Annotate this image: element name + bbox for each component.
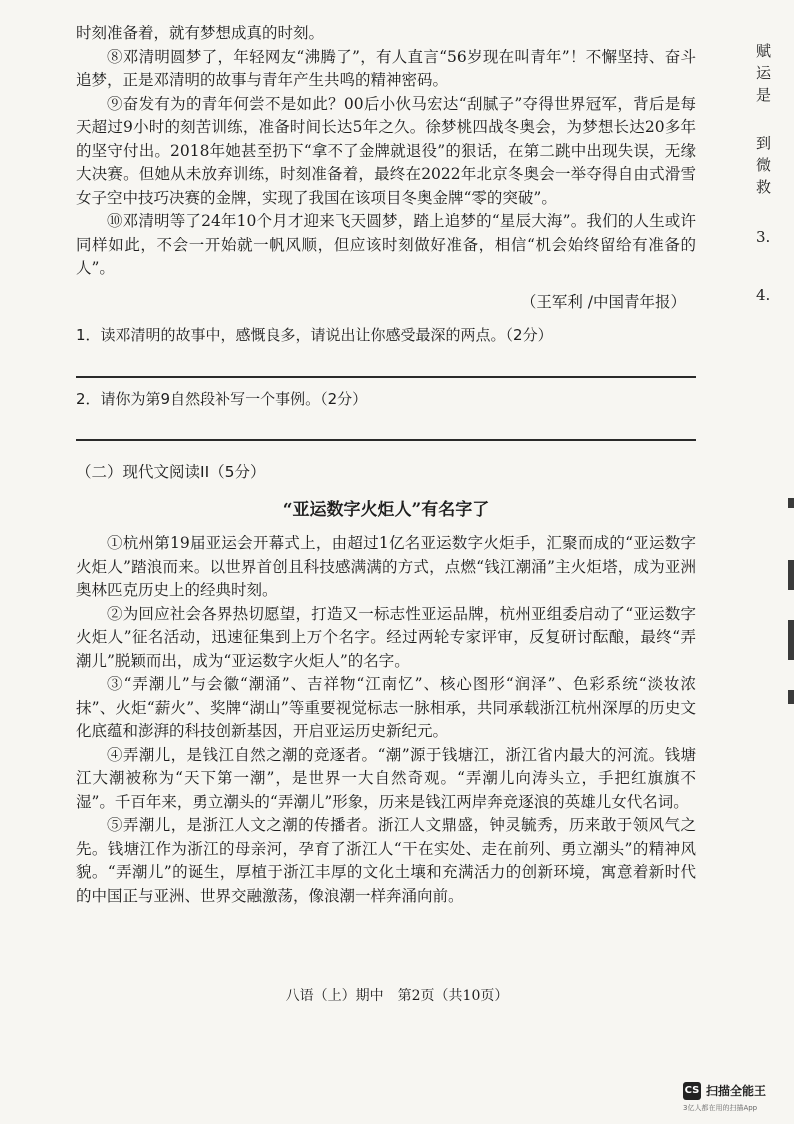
para-10: ⑩邓清明等了24年10个月才迎来飞天圆梦，踏上追梦的“星辰大海”。我们的人生或许同样如此，不会一开始就一帆风顺，但应该时刻做好准备，相信“机会始终留给有准备的人”。: [76, 212, 696, 277]
side-char-c: 是: [756, 86, 772, 104]
camscanner-logo-icon: CS: [683, 1082, 701, 1100]
main-column: [76, 22, 696, 908]
para-9: ⑨奋发有为的青年何尝不是如此？00后小伙马宏达“刮腻子”夺得世界冠军，背后是每天超过9小时的刻苦训练，准备时间长达5年之久。徐梦桃四战冬奥会，为梦想长达20多年的坚守付出。2018年她甚至扔下“拿不了金牌就退役”的狠话，在第二跳中出现失误，无缘大决赛。但她从未放弃训练，时刻准备着，最终在2022年北京冬奥会一举夺得自由式滑雪女子空中技巧决赛的金牌，实现了我国在该项目冬奥金牌“零的突破”。: [76, 94, 696, 207]
para-8: ⑧邓清明圆梦了，年轻网友“沸腾了”，有人直言“56岁现在叫青年”！不懈坚持、奋斗追梦，正是邓清明的故事与青年产生共鸣的精神密码。: [76, 47, 696, 89]
side-char-f: 救: [756, 178, 772, 196]
side-char-a: 赋: [756, 42, 772, 60]
article-title: “亚运数字火炬人”有名字了: [282, 499, 490, 520]
question-1: 1．读邓清明的故事中，感慨良多，请说出让你感受最深的两点。（2分）: [76, 326, 553, 344]
section-heading: （二）现代文阅读II（5分）: [76, 463, 266, 481]
article-para-2: ②为回应社会各界热切愿望，打造又一标志性亚运品牌，杭州亚组委启动了“亚运数字火炬人”征名活动，迅速征集到上万个名字。经过两轮专家评审，反复研讨酝酿，最终“弄潮儿”脱颖而出，成为“亚运数字火炬人”的名字。: [76, 604, 696, 670]
article-para-4: ④弄潮儿，是钱江自然之潮的竞逐者。“潮”源于钱塘江，浙江省内最大的河流。钱塘江大潮被称为“天下第一潮”，是世界一大自然奇观。“弄潮儿向涛头立，手把红旗旗不湿”。千百年来，勇立潮头的“弄潮儿”形象，历来是钱江两岸奔竞逐浪的英雄儿女代名词。: [76, 745, 696, 811]
source-citation: （王军利 /中国青年报）: [520, 292, 686, 311]
scanner-watermark: [683, 1080, 793, 1116]
edge-mark: [788, 690, 794, 704]
side-char-d: 到: [756, 134, 772, 152]
side-char-e: 微: [756, 156, 772, 174]
page-footer: 八语（上）期中 第2页（共10页）: [285, 988, 509, 1004]
side-item-4: 4.: [756, 286, 771, 304]
article-para-3: ③“弄潮儿”与会徽“潮涌”、吉祥物“江南忆”、核心图形“润泽”、色彩系统“淡妆浓抹”、火炬“薪火”、奖牌“湖山”等重要视觉标志一脉相承，共同承载浙江杭州深厚的历史文化底蕴和澎湃的科技创新基因，开启亚运历史新纪元。: [76, 675, 696, 740]
watermark-name: 扫描全能王: [706, 1084, 767, 1098]
side-char-b: 运: [756, 64, 772, 82]
watermark-tagline: 3亿人都在用的扫描App: [683, 1104, 758, 1112]
side-item-3: 3.: [756, 228, 771, 246]
question-2: 2．请你为第9自然段补写一个事例。（2分）: [76, 389, 368, 408]
article-para-1: ①杭州第19届亚运会开幕式上，由超过1亿名亚运数字火炬手，汇聚而成的“亚运数字火炬人”踏浪而来。以世界首创且科技感满满的方式，点燃“钱江潮涌”主火炬塔，成为亚洲奥林匹克历史上的经典时刻。: [76, 534, 696, 599]
edge-mark: [788, 560, 794, 590]
answer-line-1[interactable]: [76, 348, 696, 378]
para-continue: 时刻准备着，就有梦想成真的时刻。: [76, 24, 325, 42]
article-para-5: ⑤弄潮儿，是浙江人文之潮的传播者。浙江人文鼎盛，钟灵毓秀，历来敢于领风气之先。钱塘江作为浙江的母亲河，孕育了浙江人“干在实处、走在前列、勇立潮头”的精神风貌。“弄潮儿”的诞生，厚植于浙江丰厚的文化土壤和充满活力的创新环境，寓意着新时代的中国正与亚洲、世界交融激荡，像浪潮一样奔涌向前。: [76, 816, 696, 905]
edge-mark: [788, 620, 794, 660]
edge-mark: [788, 498, 794, 508]
answer-line-2[interactable]: [76, 411, 696, 441]
